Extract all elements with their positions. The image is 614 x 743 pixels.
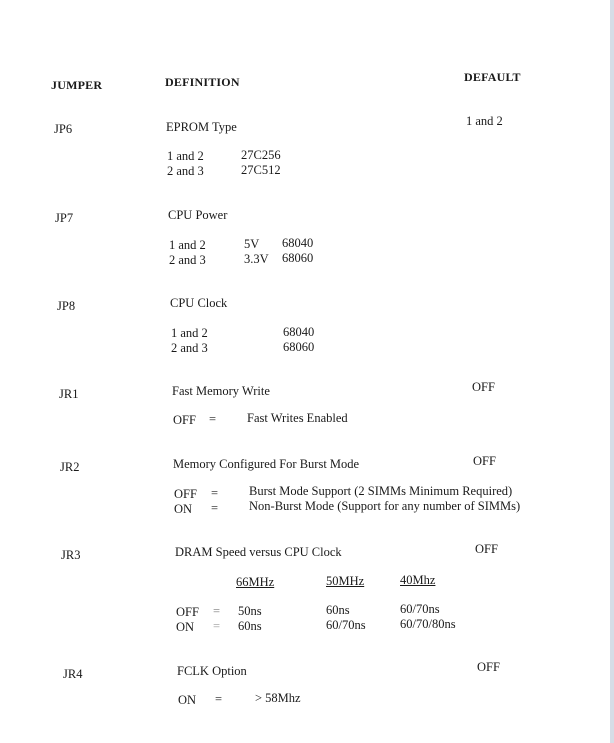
jumper-default: OFF <box>475 542 498 556</box>
header-jumper: JUMPER <box>51 78 103 92</box>
option-setting: 2 and 3 <box>171 341 208 355</box>
option-cpu: 68040 <box>282 236 314 250</box>
option-setting: OFF <box>173 413 196 427</box>
jumper-title: EPROM Type <box>166 120 237 134</box>
option-equals: = <box>213 619 221 633</box>
jumper-id: JR1 <box>59 387 79 401</box>
option-equals: = <box>211 486 219 500</box>
option-equals: = <box>215 692 223 706</box>
jumper-id: JP7 <box>55 211 74 225</box>
option-setting: 1 and 2 <box>171 326 208 340</box>
option-cpu: 68060 <box>283 340 315 354</box>
option-setting: ON <box>178 693 197 707</box>
clock-column-header: 66MHz <box>236 575 275 589</box>
option-cpu: 68060 <box>282 251 314 265</box>
option-equals: = <box>209 412 217 426</box>
jumper-title: FCLK Option <box>177 664 247 678</box>
jumper-id: JP8 <box>57 299 76 313</box>
jumper-title: Memory Configured For Burst Mode <box>173 457 360 471</box>
jumper-id: JP6 <box>54 122 73 136</box>
option-description: Burst Mode Support (2 SIMMs Minimum Required) <box>249 484 513 498</box>
option-setting: 1 and 2 <box>167 149 204 163</box>
dram-speed: 60/70ns <box>400 602 440 616</box>
dram-speed: 60/70ns <box>326 618 366 632</box>
dram-speed: 50ns <box>238 604 262 618</box>
jumper-id: JR3 <box>61 548 81 562</box>
jumper-default: OFF <box>472 380 495 394</box>
option-description: > 58Mhz <box>255 691 301 705</box>
option-equals: = <box>213 604 221 618</box>
option-setting: OFF <box>174 487 197 501</box>
option-value: 27C256 <box>241 148 281 162</box>
option-voltage: 3.3V <box>244 252 269 266</box>
option-setting: ON <box>174 502 193 516</box>
option-description: Non-Burst Mode (Support for any number of SIMMs) <box>249 499 521 513</box>
jumper-id: JR4 <box>63 667 83 681</box>
jumper-title: Fast Memory Write <box>172 384 270 398</box>
jumper-title: CPU Power <box>168 208 228 222</box>
dram-speed: 60/70/80ns <box>400 617 456 631</box>
clock-column-header: 40Mhz <box>400 573 436 587</box>
option-description: Fast Writes Enabled <box>247 411 348 425</box>
jumper-default: OFF <box>473 454 496 468</box>
jumper-default: 1 and 2 <box>466 114 503 128</box>
option-value: 27C512 <box>241 163 281 177</box>
jumper-id: JR2 <box>60 460 80 474</box>
header-definition: DEFINITION <box>165 75 240 89</box>
option-cpu: 68040 <box>283 325 315 339</box>
dram-speed: 60ns <box>326 603 350 617</box>
option-setting: OFF <box>176 605 199 619</box>
jumper-title: DRAM Speed versus CPU Clock <box>175 545 342 559</box>
dram-speed: 60ns <box>238 619 262 633</box>
option-setting: 2 and 3 <box>167 164 204 178</box>
option-setting: 1 and 2 <box>169 238 206 252</box>
jumper-default: OFF <box>477 660 500 674</box>
option-setting: ON <box>176 620 195 634</box>
option-setting: 2 and 3 <box>169 253 206 267</box>
option-voltage: 5V <box>244 237 260 251</box>
page-edge <box>610 0 614 743</box>
header-default: DEFAULT <box>464 70 521 84</box>
option-equals: = <box>211 501 219 515</box>
clock-column-header: 50MHz <box>326 574 365 588</box>
jumper-title: CPU Clock <box>170 296 228 310</box>
